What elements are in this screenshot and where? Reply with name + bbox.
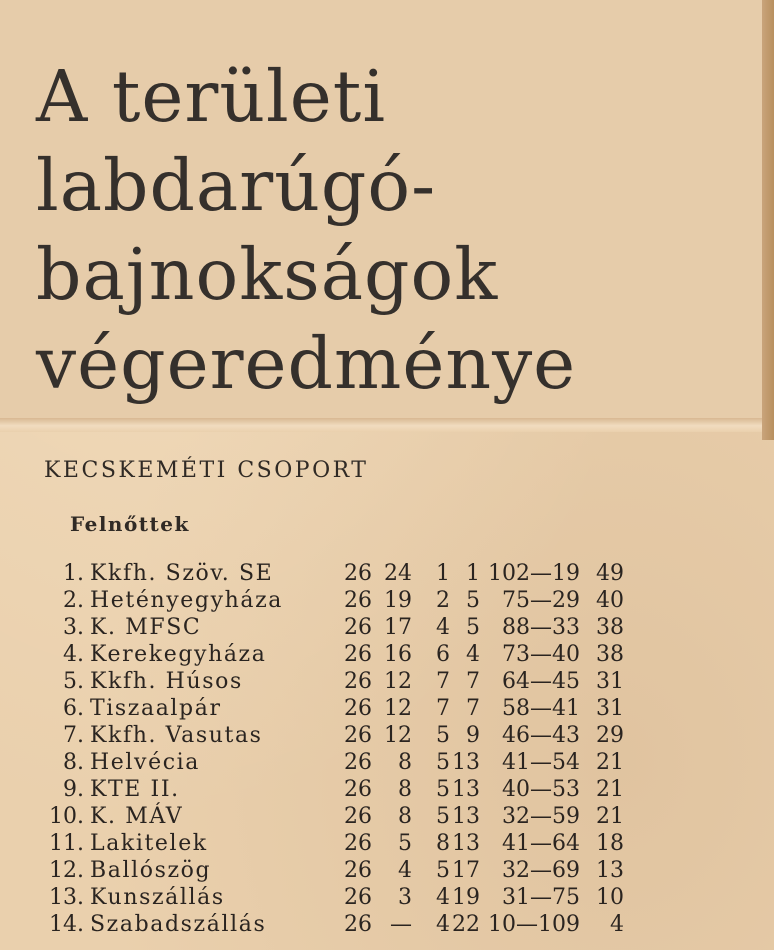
won-cell: 12 — [384, 696, 412, 721]
rank-cell: 8. — [63, 750, 84, 775]
rank-cell: 12. — [49, 858, 84, 883]
points-cell: 31 — [596, 696, 624, 721]
team-cell: Kkfh. Húsos — [90, 669, 243, 694]
played-cell: 26 — [344, 858, 372, 883]
points-cell: 29 — [596, 723, 624, 748]
headline-line: végeredménye — [36, 322, 577, 405]
rank-cell: 4. — [63, 642, 84, 667]
drawn-cell: 6 — [436, 642, 450, 667]
drawn-cell: 5 — [436, 723, 450, 748]
headline — [36, 52, 576, 408]
goals-cell: 58—41 — [502, 696, 580, 721]
standings-body — [40, 560, 624, 938]
lost-cell: 13 — [452, 750, 480, 775]
team-cell: Helvécia — [90, 750, 200, 775]
team-cell: Tiszaalpár — [90, 696, 222, 721]
lost-cell: 17 — [452, 858, 480, 883]
goals-cell: 31—75 — [502, 885, 580, 910]
won-cell: 4 — [398, 858, 412, 883]
rank-cell: 13. — [49, 885, 84, 910]
team-cell: K. MFSC — [90, 615, 202, 640]
won-cell: 12 — [384, 723, 412, 748]
won-cell: 3 — [398, 885, 412, 910]
lost-cell: 5 — [466, 615, 480, 640]
rank-cell: 1. — [63, 561, 84, 586]
played-cell: 26 — [344, 561, 372, 586]
headline-line: bajnokságok — [36, 233, 499, 316]
drawn-cell: 5 — [436, 777, 450, 802]
lost-cell: 7 — [466, 696, 480, 721]
team-cell: Lakitelek — [90, 831, 208, 856]
lost-cell: 1 — [466, 561, 480, 586]
goals-cell: 88—33 — [502, 615, 580, 640]
points-cell: 13 — [596, 858, 624, 883]
played-cell: 26 — [344, 696, 372, 721]
played-cell: 26 — [344, 615, 372, 640]
table-row — [40, 776, 624, 803]
drawn-cell: 4 — [436, 885, 450, 910]
played-cell: 26 — [344, 831, 372, 856]
rank-cell: 11. — [49, 831, 84, 856]
rank-cell: 5. — [63, 669, 84, 694]
lost-cell: 9 — [466, 723, 480, 748]
team-cell: Hetényegyháza — [90, 588, 283, 613]
won-cell: 19 — [384, 588, 412, 613]
rank-cell: 2. — [63, 588, 84, 613]
standings-table — [40, 560, 624, 938]
team-cell: Kkfh. Szöv. SE — [90, 561, 274, 586]
lost-cell: 13 — [452, 777, 480, 802]
won-cell: — — [390, 912, 412, 937]
played-cell: 26 — [344, 885, 372, 910]
won-cell: 12 — [384, 669, 412, 694]
drawn-cell: 1 — [436, 561, 450, 586]
table-row — [40, 641, 624, 668]
group-title: KECSKEMÉTI CSOPORT — [44, 458, 369, 483]
goals-cell: 75—29 — [502, 588, 580, 613]
goals-cell: 46—43 — [502, 723, 580, 748]
points-cell: 18 — [596, 831, 624, 856]
goals-cell: 40—53 — [502, 777, 580, 802]
drawn-cell: 7 — [436, 669, 450, 694]
points-cell: 21 — [596, 777, 624, 802]
team-cell: KTE II. — [90, 777, 180, 802]
won-cell: 16 — [384, 642, 412, 667]
points-cell: 4 — [610, 912, 624, 937]
table-row — [40, 830, 624, 857]
played-cell: 26 — [344, 750, 372, 775]
goals-cell: 73—40 — [502, 642, 580, 667]
drawn-cell: 5 — [436, 750, 450, 775]
goals-cell: 32—59 — [502, 804, 580, 829]
category-title: Felnőttek — [70, 512, 190, 536]
points-cell: 40 — [596, 588, 624, 613]
drawn-cell: 4 — [436, 912, 450, 937]
points-cell: 21 — [596, 804, 624, 829]
table-row — [40, 587, 624, 614]
team-cell: K. MÁV — [90, 804, 184, 829]
drawn-cell: 5 — [436, 858, 450, 883]
played-cell: 26 — [344, 669, 372, 694]
rank-cell: 7. — [63, 723, 84, 748]
table-row — [40, 857, 624, 884]
table-row — [40, 749, 624, 776]
points-cell: 38 — [596, 642, 624, 667]
won-cell: 8 — [398, 777, 412, 802]
played-cell: 26 — [344, 912, 372, 937]
won-cell: 24 — [384, 561, 412, 586]
drawn-cell: 7 — [436, 696, 450, 721]
goals-cell: 41—54 — [502, 750, 580, 775]
drawn-cell: 5 — [436, 804, 450, 829]
lost-cell: 4 — [466, 642, 480, 667]
played-cell: 26 — [344, 642, 372, 667]
played-cell: 26 — [344, 777, 372, 802]
paper-edge — [762, 0, 774, 440]
table-row — [40, 884, 624, 911]
lost-cell: 5 — [466, 588, 480, 613]
points-cell: 49 — [596, 561, 624, 586]
headline-line: labdarúgó- — [36, 144, 437, 227]
played-cell: 26 — [344, 588, 372, 613]
table-row — [40, 560, 624, 587]
points-cell: 38 — [596, 615, 624, 640]
points-cell: 10 — [596, 885, 624, 910]
won-cell: 8 — [398, 750, 412, 775]
lost-cell: 13 — [452, 831, 480, 856]
team-cell: Ballószög — [90, 858, 212, 883]
team-cell: Kkfh. Vasutas — [90, 723, 263, 748]
lost-cell: 22 — [452, 912, 480, 937]
drawn-cell: 2 — [436, 588, 450, 613]
drawn-cell: 4 — [436, 615, 450, 640]
goals-cell: 64—45 — [502, 669, 580, 694]
played-cell: 26 — [344, 723, 372, 748]
points-cell: 31 — [596, 669, 624, 694]
team-cell: Kerekegyháza — [90, 642, 267, 667]
paper-fold — [0, 418, 774, 432]
won-cell: 17 — [384, 615, 412, 640]
table-row — [40, 695, 624, 722]
goals-cell: 41—64 — [502, 831, 580, 856]
lost-cell: 19 — [452, 885, 480, 910]
lost-cell: 13 — [452, 804, 480, 829]
points-cell: 21 — [596, 750, 624, 775]
headline-line: A területi — [36, 55, 387, 138]
table-row — [40, 911, 624, 938]
rank-cell: 6. — [63, 696, 84, 721]
drawn-cell: 8 — [436, 831, 450, 856]
rank-cell: 10. — [49, 804, 84, 829]
rank-cell: 14. — [49, 912, 84, 937]
won-cell: 8 — [398, 804, 412, 829]
table-row — [40, 803, 624, 830]
team-cell: Kunszállás — [90, 885, 225, 910]
goals-cell: 32—69 — [502, 858, 580, 883]
table-row — [40, 614, 624, 641]
goals-cell: 10—109 — [488, 912, 580, 937]
table-row — [40, 668, 624, 695]
lost-cell: 7 — [466, 669, 480, 694]
played-cell: 26 — [344, 804, 372, 829]
table-row — [40, 722, 624, 749]
team-cell: Szabadszállás — [90, 912, 267, 937]
won-cell: 5 — [398, 831, 412, 856]
goals-cell: 102—19 — [488, 561, 580, 586]
rank-cell: 3. — [63, 615, 84, 640]
rank-cell: 9. — [63, 777, 84, 802]
